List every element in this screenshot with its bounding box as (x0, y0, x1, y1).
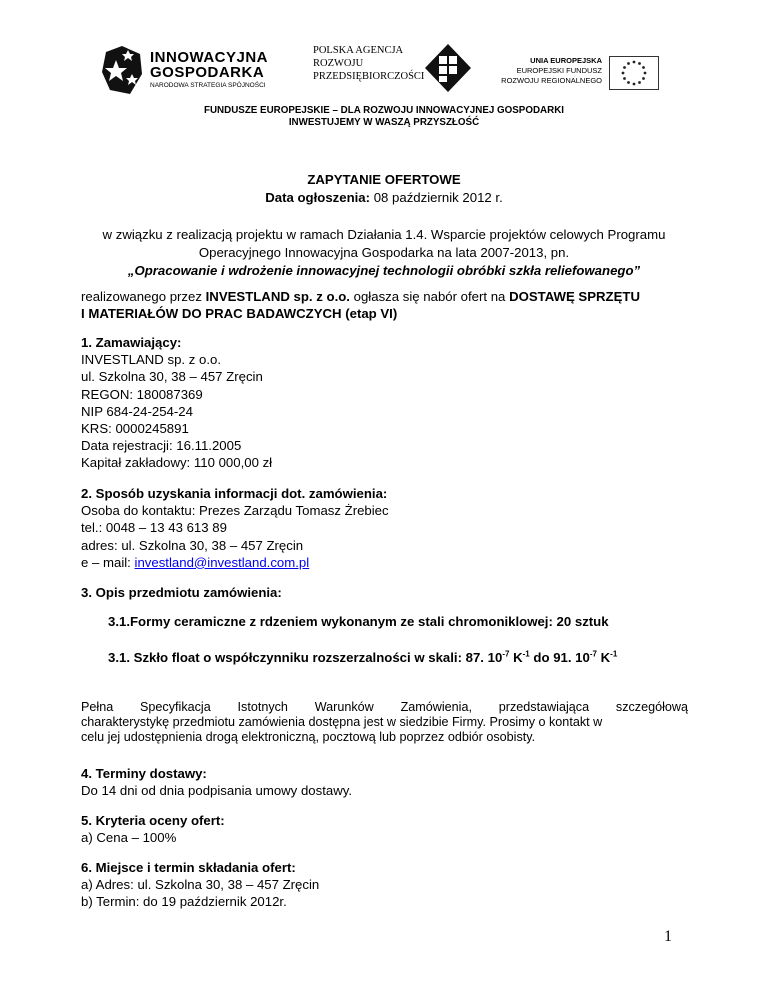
lead-text-1: realizowanego przez (81, 289, 206, 304)
document-title: ZAPYTANIE OFERTOWE (307, 172, 461, 187)
eu-flag-icon (609, 56, 659, 90)
section-4-heading: 4. Terminy dostawy: (81, 766, 207, 781)
date-label: Data ogłoszenia: (265, 190, 371, 205)
item-3-1-ceramic-forms: 3.1.Formy ceramiczne z rdzeniem wykonanym ze stali chromoniklowej: 20 sztuk (108, 614, 609, 629)
s1-line: Kapitał zakładowy: 110 000,00 zł (81, 455, 273, 471)
s6-line1: a) Adres: ul. Szkolna 30, 38 – 457 Zręcin (81, 877, 320, 893)
lead-line1 (81, 288, 691, 305)
innowacyjna-gospodarka-emblem-icon (100, 44, 148, 96)
spec-line1: Pełna Specyfikacja Istotnych Warunków Zamówienia, przedstawiająca szczegółową (81, 700, 688, 714)
logo-eu (497, 56, 667, 96)
parp-line1: POLSKA AGENCJA (313, 45, 404, 56)
section-3-heading: 3. Opis przedmiotu zamówienia: (81, 585, 282, 600)
intro-line1: w związku z realizacją projektu w ramach Działania 1.4. Wsparcie projektów celowych Programu (102, 227, 666, 242)
ig-line1: INNOWACYJNA (150, 49, 269, 66)
section-2-heading: 2. Sposób uzyskania informacji dot. zamówienia: (81, 486, 388, 501)
s2-line: adres: ul. Szkolna 30, 38 – 457 Zręcin (81, 537, 304, 553)
lead-subject-b: I MATERIAŁÓW DO PRAC BADAWCZYCH (etap VI) (81, 306, 398, 322)
parp-emblem-icon (425, 44, 471, 92)
glass-exp-1: -7 (502, 649, 510, 659)
logo-parp (313, 44, 473, 96)
parp-line2: ROZWOJU (313, 58, 364, 69)
spec-line3: celu jej udostępnienia drogą elektroniczną, pocztową lub poprzez odbiór osobisty. (81, 730, 536, 744)
s6-line2: b) Termin: do 19 październik 2012r. (81, 894, 287, 910)
email-label: e – mail: (81, 554, 135, 570)
parp-line3: PRZEDSIĘBIORCZOŚCI (313, 71, 425, 82)
glass-text-a: 3.1. Szkło float o współczynniku rozszerzalności w skali (108, 650, 458, 665)
s2-line: tel.: 0048 – 13 43 613 89 (81, 520, 227, 536)
announcement-date (0, 189, 768, 207)
section-1-heading: 1. Zamawiający: (81, 335, 182, 350)
glass-text-e: K (596, 650, 611, 665)
project-title: „Opracowanie i wdrożenie innowacyjnej technologii obróbki szkła reliefowanego” (127, 263, 641, 278)
glass-text-d: do 91. 10 (529, 650, 590, 665)
section-6 (81, 859, 691, 911)
specification-paragraph (81, 700, 688, 745)
s5-line: a) Cena – 100% (81, 830, 177, 846)
item-3-1-float-glass (108, 649, 718, 666)
email-link[interactable]: investland@investland.com.pl (134, 554, 310, 570)
glass-exp-2: -1 (522, 649, 530, 659)
glass-exp-3: -7 (589, 649, 597, 659)
glass-text-b: : 87. 10 (457, 650, 503, 665)
s4-line: Do 14 dni od dnia podpisania umowy dostawy. (81, 783, 352, 799)
s1-line: REGON: 180087369 (81, 386, 203, 402)
date-value: 08 październik 2012 r. (370, 190, 503, 205)
lead-paragraph (81, 288, 691, 322)
spec-line2: charakterystykę przedmiotu zamówienia dostępna jest w siedzibie Firmy. Prosimy o kontakt w (81, 715, 603, 729)
s1-line: NIP 684-24-254-24 (81, 403, 193, 419)
s1-line: ul. Szkolna 30, 38 – 457 Zręcin (81, 369, 263, 385)
section-1 (81, 334, 691, 472)
ig-line2: GOSPODARKA (150, 64, 265, 81)
page-number: 1 (664, 928, 672, 945)
lead-text-2: ogłasza się nabór ofert na (349, 289, 510, 304)
s2-line: Osoba do kontaktu: Prezes Zarządu Tomasz Żrebiec (81, 503, 389, 519)
glass-exp-4: -1 (610, 649, 618, 659)
header-line1: FUNDUSZE EUROPEJSKIE – DLA ROZWOJU INNOWACYJNEJ GOSPODARKI (204, 105, 564, 116)
section-5-heading: 5. Kryteria oceny ofert: (81, 813, 225, 828)
section-5 (81, 812, 691, 846)
section-2 (81, 485, 691, 571)
lead-company: INVESTLAND sp. z o.o. (205, 289, 350, 304)
ue-line2: EUROPEJSKI FUNDUSZ (516, 66, 602, 75)
logo-innowacyjna-gospodarka (100, 42, 269, 98)
glass-text-c: K (509, 650, 523, 665)
section-4 (81, 765, 691, 799)
s1-line: KRS: 0000245891 (81, 421, 189, 437)
ig-line3: NARODOWA STRATEGIA SPÓJNOŚCI (150, 82, 266, 89)
ue-line1: UNIA EUROPEJSKA (530, 56, 602, 65)
header-line2: INWESTUJEMY W WASZĄ PRZYSZŁOŚĆ (288, 117, 480, 128)
s1-line: Data rejestracji: 16.11.2005 (81, 438, 242, 454)
lead-subject-a: DOSTAWĘ SPRZĘTU (509, 289, 640, 304)
email-line (81, 554, 691, 571)
s1-line: INVESTLAND sp. z o.o. (81, 352, 221, 368)
intro-line2: Operacyjnego Innowacyjna Gospodarka na lata 2007-2013, pn. (198, 245, 570, 260)
section-6-heading: 6. Miejsce i termin składania ofert: (81, 860, 296, 875)
ue-line3: ROZWOJU REGIONALNEGO (501, 76, 602, 85)
